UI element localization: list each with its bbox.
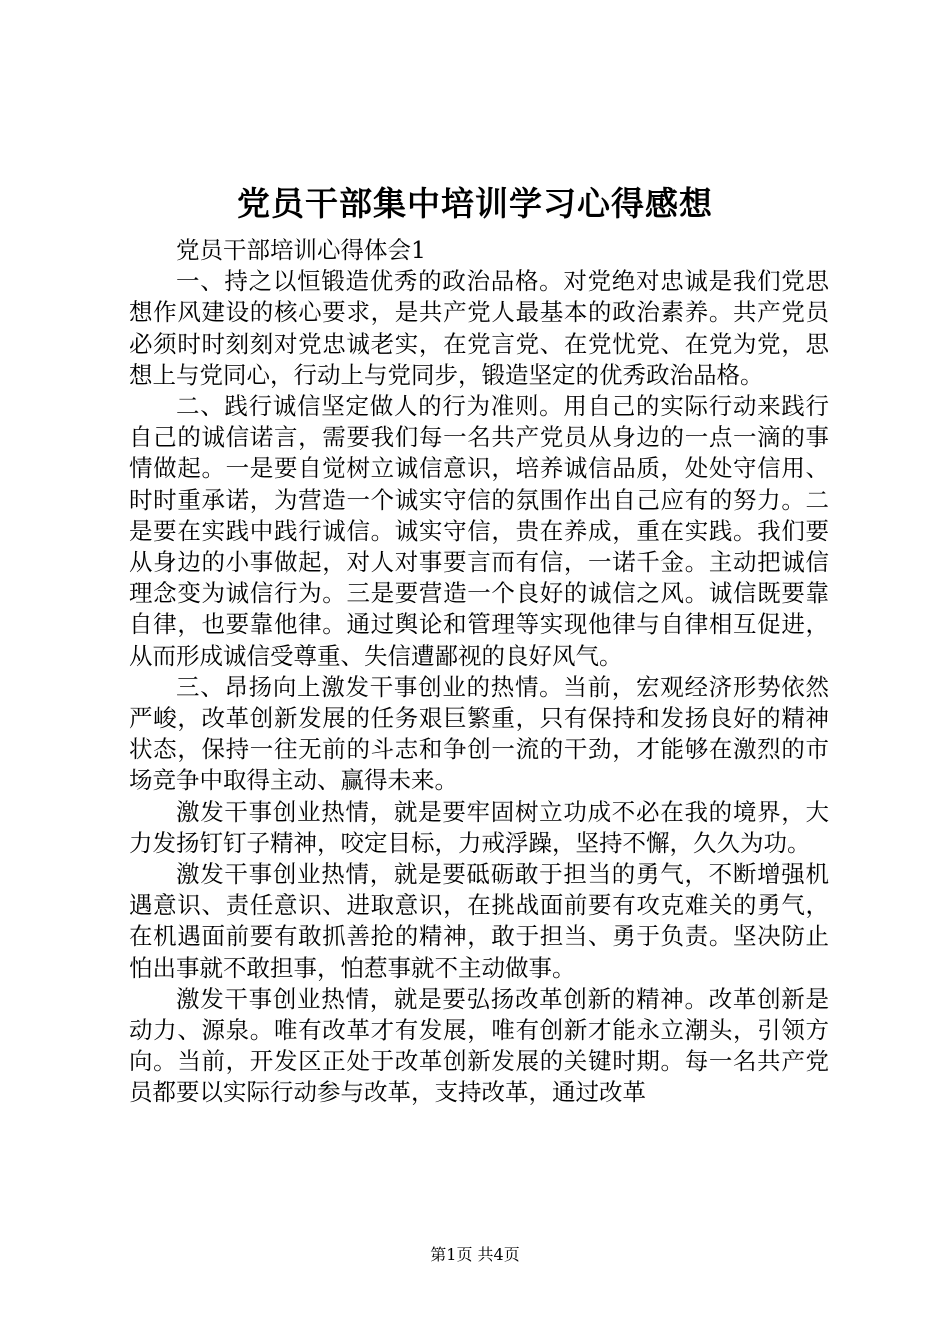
section-heading: 党员干部培训心得体会1 (176, 236, 426, 264)
document-body (129, 235, 829, 1109)
paragraph: 三、昂扬向上激发干事创业的热情。当前，宏观经济形势依然严峻，改革创新发展的任务艰巨繁重，只有保持和发扬良好的精神状态，保持一往无前的斗志和争创一流的干劲，才能够在激烈的市场竞争中取得主动、赢得未来。 (129, 672, 829, 795)
page-number-footer: 第1页 共4页 (430, 1245, 520, 1264)
page-title: 党员干部集中培训学习心得感想 (237, 184, 713, 223)
paragraph: 激发干事创业热情，就是要弘扬改革创新的精神。改革创新是动力、源泉。唯有改革才有发展，唯有创新才能永立潮头，引领方向。当前，开发区正处于改革创新发展的关键时期。每一名共产党员都要以实际行动参与改革，支持改革，通过改革 (129, 984, 829, 1107)
paragraph: 二、践行诚信坚定做人的行为准则。用自己的实际行动来践行自己的诚信诺言，需要我们每一名共产党员从身边的一点一滴的事情做起。一是要自觉树立诚信意识，培养诚信品质，处处守信用、时时重承诺，为营造一个诚实守信的氛围作出自己应有的努力。二是要在实践中践行诚信。诚实守信，贵在养成，重在实践。我们要从身边的小事做起，对人对事要言而有信，一诺千金。主动把诚信理念变为诚信行为。三是要营造一个良好的诚信之风。诚信既要靠自律，也要靠他律。通过舆论和管理等实现他律与自律相互促进，从而形成诚信受尊重、失信遭鄙视的良好风气。 (129, 392, 829, 670)
paragraph: 一、持之以恒锻造优秀的政治品格。对党绝对忠诚是我们党思想作风建设的核心要求，是共产党人最基本的政治素养。共产党员必须时时刻刻对党忠诚老实，在党言党、在党忧党、在党为党，思想上与党同心，行动上与党同步，锻造坚定的优秀政治品格。 (129, 267, 829, 389)
paragraph: 激发干事创业热情，就是要牢固树立功成不必在我的境界，大力发扬钉钉子精神，咬定目标，力戒浮躁，坚持不懈，久久为功。 (129, 797, 829, 857)
paragraph: 激发干事创业热情，就是要砥砺敢于担当的勇气，不断增强机遇意识、责任意识、进取意识，在挑战面前要有攻克难关的勇气，在机遇面前要有敢抓善抢的精神，敢于担当、勇于负责。坚决防止怕出事就不敢担事，怕惹事就不主动做事。 (129, 860, 829, 982)
